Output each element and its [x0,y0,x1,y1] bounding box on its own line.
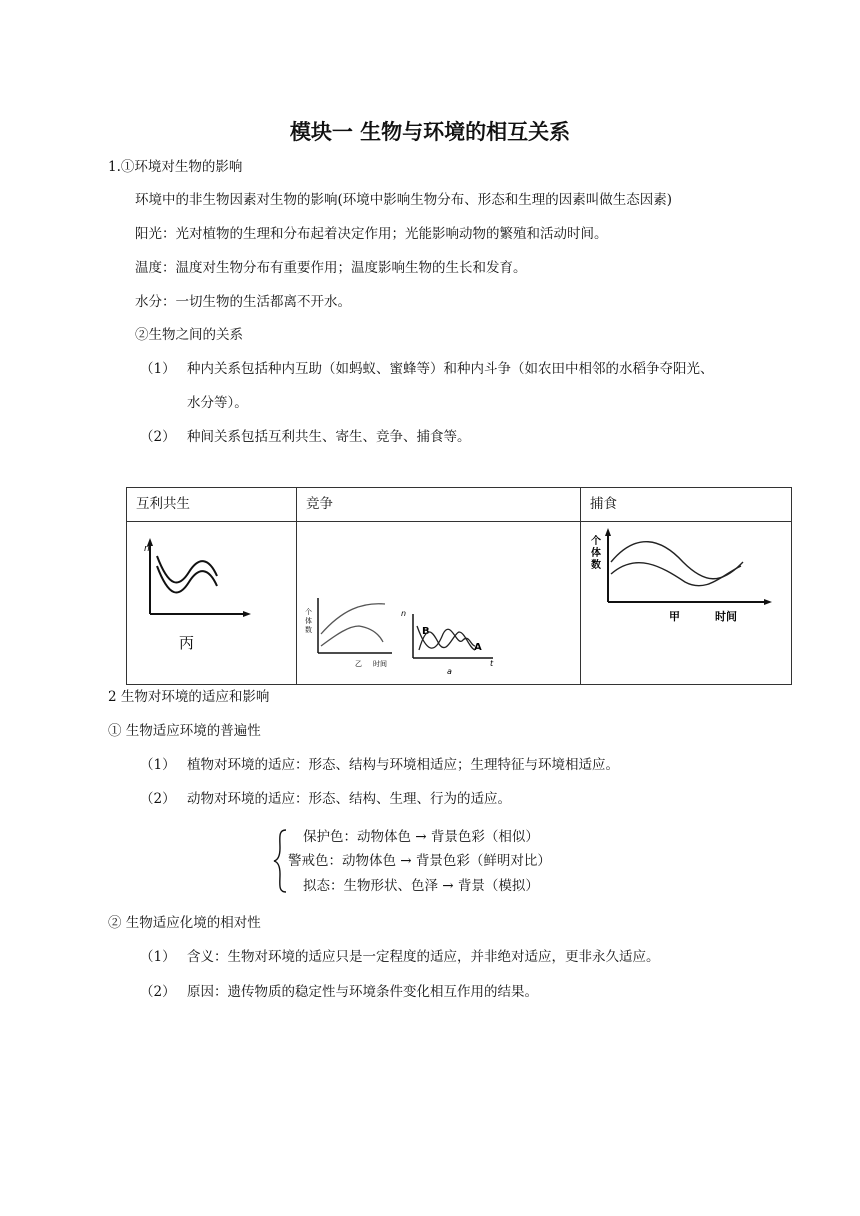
series-label-b: B [422,626,430,637]
section2-heading: 2 生物对环境的适应和影响 [108,689,270,705]
item-number: （2） [140,791,176,807]
x-axis-label: 乙 [355,660,362,668]
series-prey [611,542,743,579]
item-intraspecific-cont: 水分等）。 [187,395,248,411]
cell-competition-figure [297,522,581,685]
item-intraspecific: 种内关系包括种内互助（如蚂蚁、蜜蜂等）和种内斗争（如农田中相邻的水稻争夺阳光、 [187,361,714,377]
y-axis-label: 个体数 [591,536,601,571]
predation-graph [581,522,782,680]
header-predation: 捕食 [581,488,792,522]
mutualism-graph [127,522,287,680]
x-axis-label: 甲 [669,610,680,623]
y-axis-label: n [144,544,150,554]
x-axis-label: t [490,659,494,668]
competition-graphs [297,522,571,680]
warning-coloration: 警戒色：动物体色 → 背景色彩（鲜明对比） [288,853,551,869]
protective-coloration: 保护色：动物体色 → 背景色彩（相似） [303,829,539,845]
x-axis-label: 时间 [715,610,737,623]
cell-mutualism-figure [127,522,297,685]
item-meaning: 含义：生物对环境的适应只是一定程度的适应，并非绝对适应，更非永久适应。 [187,949,660,965]
series-lower-curve [157,566,217,593]
item-plant-adaptation: 植物对环境的适应：形态、结构与环境相适应；生理特征与环境相适应。 [187,757,619,773]
relations-table [126,487,792,685]
y-axis-label: 个体数 [305,608,312,634]
item-number: （2） [140,984,176,1000]
header-competition: 竞争 [297,488,581,522]
series-predator [611,563,741,586]
series-species-2 [321,626,383,646]
series-species-1 [321,604,385,634]
item-number: （2） [140,429,176,445]
page-title: 模块一 生物与环境的相互关系 [289,119,571,144]
paragraph-abiotic: 环境中的非生物因素对生物的影响(环境中影响生物分布、形态和生理的因素叫做生态因素) [135,192,673,208]
series-upper-curve [157,556,217,583]
subheading-universality: ① 生物适应环境的普遍性 [108,723,261,739]
series-label-a: A [474,642,482,653]
header-mutualism: 互利共生 [127,488,297,522]
mimicry: 拟态：生物形状、色泽 → 背景（模拟） [303,878,539,894]
y-axis-label: n [401,609,407,618]
figure-caption: 丙 [179,634,195,652]
item-interspecific: 种间关系包括互利共生、寄生、竞争、捕食等。 [187,429,471,445]
subheading-relativity: ② 生物适应化境的相对性 [108,915,261,931]
subheading-relations: ②生物之间的关系 [135,327,243,343]
cell-predation-figure [581,522,792,685]
section1-heading: 1.①环境对生物的影响 [108,159,243,175]
item-reason: 原因：遗传物质的稳定性与环境条件变化相互作用的结果。 [187,984,538,1000]
item-number: （1） [140,361,176,377]
figure-caption: a [447,667,452,676]
item-number: （1） [140,757,176,773]
paragraph-temperature: 温度：温度对生物分布有重要作用；温度影响生物的生长和发育。 [135,260,527,276]
paragraph-water: 水分：一切生物的生活都离不开水。 [135,294,351,310]
item-number: （1） [140,949,176,965]
paragraph-light: 阳光：光对植物的生理和分布起着决定作用；光能影响动物的繁殖和活动时间。 [135,226,608,242]
x-axis-label: 时间 [373,660,387,668]
item-animal-adaptation: 动物对环境的适应：形态、结构、生理、行为的适应。 [187,791,511,807]
